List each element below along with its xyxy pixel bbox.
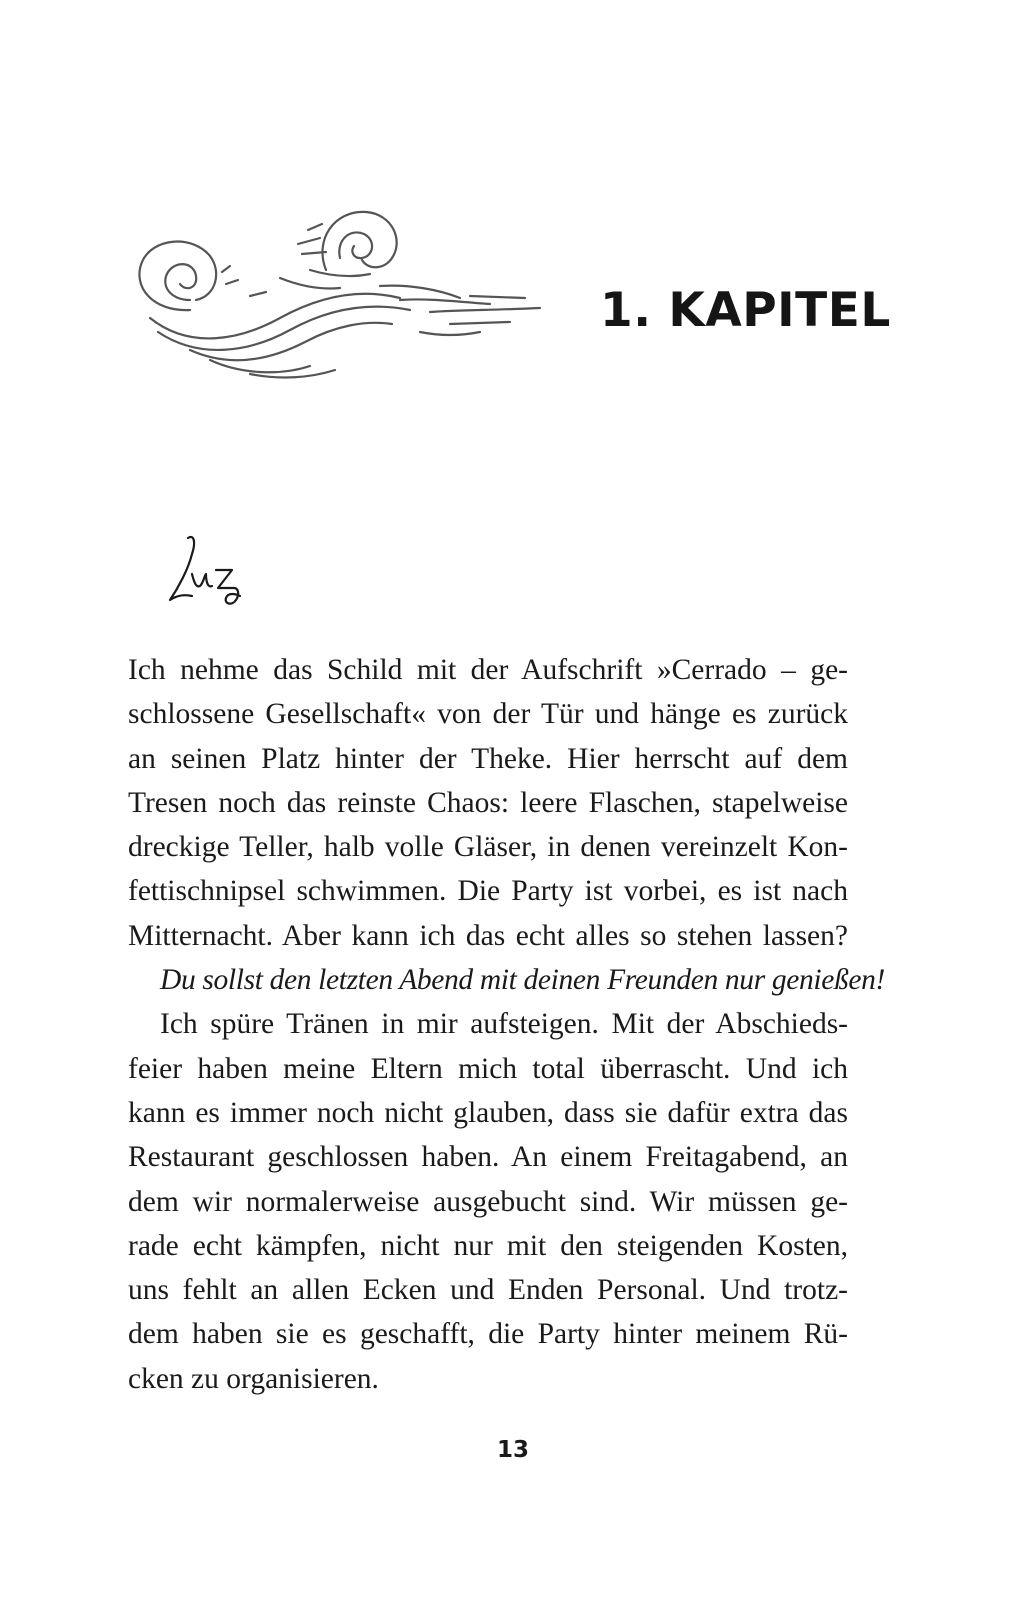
text-line: Tresen noch das reinste Chaos: leere Flaschen, stapelweise: [128, 786, 848, 819]
narrator-signature-icon: [160, 530, 260, 620]
text-line: cken zu organisieren.: [128, 1362, 379, 1395]
wave-ornament-icon: [130, 200, 550, 380]
text-line: kann es immer noch nicht glauben, dass sie dafür extra das: [128, 1096, 848, 1129]
text-line: schlossene Gesellschaft« von der Tür und hänge es zurück: [128, 698, 848, 731]
text-line: uns fehlt an allen Ecken und Enden Personal. Und trotz-: [128, 1274, 848, 1307]
page-number: 13: [496, 1437, 529, 1463]
text-line: rade echt kämpfen, nicht nur mit den steigenden Kosten,: [128, 1229, 848, 1262]
text-line: dem haben sie es geschafft, die Party hinter meinem Rü-: [128, 1318, 848, 1351]
text-line: an seinen Platz hinter der Theke. Hier herrscht auf dem: [128, 742, 848, 775]
text-line: Ich nehme das Schild mit der Aufschrift »Cerrado – ge-: [128, 654, 848, 686]
chapter-title: 1. KAPITEL: [600, 283, 891, 338]
italic-thought-line: Du sollst den letzten Abend mit deinen Freunden nur genießen!: [160, 964, 886, 997]
narrator-signature: [160, 530, 260, 620]
text-line: fettischnipsel schwimmen. Die Party ist vorbei, es ist nach: [128, 875, 848, 908]
text-line: dem wir normalerweise ausgebucht sind. Wir müssen ge-: [128, 1185, 848, 1218]
text-line: feier haben meine Eltern mich total überrascht. Und ich: [128, 1052, 848, 1085]
text-line: Ich spüre Tränen in mir aufsteigen. Mit der Abschieds-: [160, 1008, 848, 1041]
text-line: Mitternacht. Aber kann ich das echt alles so stehen lassen?: [128, 919, 848, 952]
text-line: Restaurant geschlossen haben. An einem Freitagabend, an: [128, 1141, 848, 1174]
body-text: [128, 648, 886, 1401]
text-line: dreckige Teller, halb volle Gläser, in denen vereinzelt Kon-: [128, 831, 848, 864]
